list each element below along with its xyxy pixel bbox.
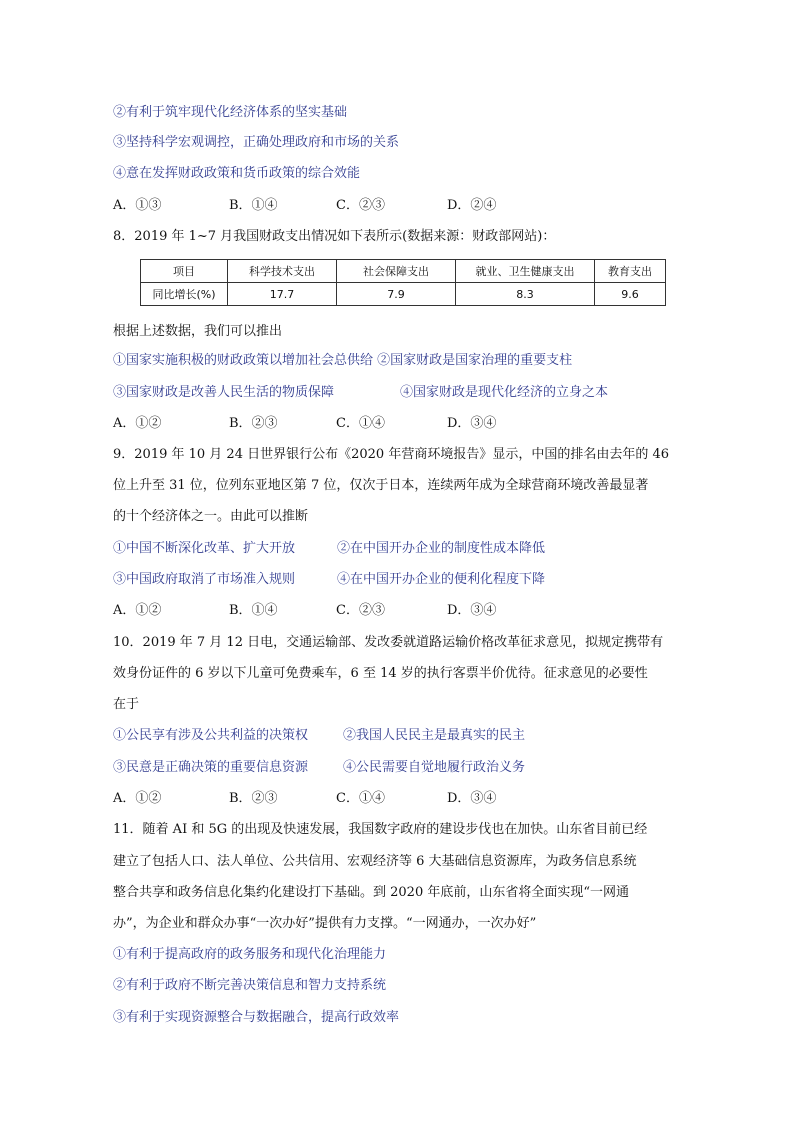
q8-choice-c: C．①④ xyxy=(336,416,385,431)
q11-statement-2: ②有利于政府不断完善决策信息和智力支持系统 xyxy=(113,978,387,993)
q10-statement-4: ④公民需要自觉地履行政治义务 xyxy=(343,760,526,775)
q7-statement-3: ③坚持科学宏观调控，正确处理政府和市场的关系 xyxy=(113,135,400,150)
q8-statement-1-2: ①国家实施积极的财政政策以增加社会总供给 ②国家财政是国家治理的重要支柱 xyxy=(113,353,573,368)
q8-question: 8．2019 年 1~7 月我国财政支出情况如下表所示(数据来源：财政部网站)： xyxy=(113,229,556,244)
table-cell: 7.9 xyxy=(337,283,456,306)
q10-choice-a: A．①② xyxy=(113,791,162,806)
q9-statement-2: ②在中国开办企业的制度性成本降低 xyxy=(337,541,546,556)
table-header-cell: 就业、卫生健康支出 xyxy=(456,260,595,283)
q8-prompt: 根据上述数据，我们可以推出 xyxy=(113,324,283,339)
q11-question-line-3: 整合共享和政务信息化集约化建设打下基础。到 2020 年底前，山东省将全面实现“一网通 xyxy=(113,885,629,900)
q10-choice-c: C．①④ xyxy=(336,791,385,806)
q9-choice-a: A．①② xyxy=(113,603,162,618)
q8-choice-d: D．③④ xyxy=(447,416,497,431)
table-cell: 9.6 xyxy=(595,283,666,306)
table-header-cell: 科学技术支出 xyxy=(228,260,337,283)
q7-choice-d: D．②④ xyxy=(447,198,497,213)
q8-data-table xyxy=(140,259,666,306)
q9-question-line-1: 9．2019 年 10 月 24 日世界银行公布《2020 年营商环境报告》显示，中国的排名由去年的 46 xyxy=(113,447,669,462)
table-header-cell: 项目 xyxy=(141,260,228,283)
q10-choice-b: B．②③ xyxy=(229,791,278,806)
q9-statement-3: ③中国政府取消了市场准入规则 xyxy=(113,572,296,587)
q10-question-line-1: 10．2019 年 7 月 12 日电，交通运输部、发改委就道路运输价格改革征求意见，拟规定携带有 xyxy=(113,635,664,650)
q7-choice-a: A．①③ xyxy=(113,198,162,213)
q11-question-line-4: 办”，为企业和群众办事“一次办好”提供有力支撑。“一网通办，一次办好” xyxy=(113,916,537,931)
table-header-cell: 社会保障支出 xyxy=(337,260,456,283)
q10-question-line-3: 在于 xyxy=(113,697,140,712)
q10-statement-3: ③民意是正确决策的重要信息资源 xyxy=(113,760,309,775)
q11-question-line-2: 建立了包括人口、法人单位、公共信用、宏观经济等 6 大基础信息资源库，为政务信息系统 xyxy=(113,854,637,869)
q8-statement-3: ③国家财政是改善人民生活的物质保障 xyxy=(113,385,335,400)
q7-statement-2: ②有利于筑牢现代化经济体系的坚实基础 xyxy=(113,105,348,120)
q9-choice-c: C．②③ xyxy=(336,603,385,618)
q7-choice-c: C．②③ xyxy=(336,198,385,213)
q10-statement-2: ②我国人民民主是最真实的民主 xyxy=(343,728,526,743)
table-header-cell: 教育支出 xyxy=(595,260,666,283)
q8-choice-b: B．②③ xyxy=(229,416,278,431)
q10-choice-d: D．③④ xyxy=(447,791,497,806)
q9-choice-d: D．③④ xyxy=(447,603,497,618)
table-cell: 17.7 xyxy=(228,283,337,306)
q11-question-line-1: 11．随着 AI 和 5G 的出现及快速发展，我国数字政府的建设步伐也在加快。山东省目前已经 xyxy=(113,822,648,837)
q10-question-line-2: 效身份证件的 6 岁以下儿童可免费乘车，6 至 14 岁的执行客票半价优待。征求意见的必要性 xyxy=(113,666,648,681)
table-cell: 同比增长(%) xyxy=(141,283,228,306)
q9-statement-4: ④在中国开办企业的便利化程度下降 xyxy=(337,572,546,587)
q9-choice-b: B．①④ xyxy=(229,603,278,618)
q11-statement-1: ①有利于提高政府的政务服务和现代化治理能力 xyxy=(113,947,387,962)
q9-question-line-2: 位上升至 31 位，位列东亚地区第 7 位，仅次于日本，连续两年成为全球营商环境改善最显著 xyxy=(113,478,649,493)
q7-statement-4: ④意在发挥财政政策和货币政策的综合效能 xyxy=(113,166,361,181)
q8-statement-4: ④国家财政是现代化经济的立身之本 xyxy=(400,385,609,400)
q8-choice-a: A．①② xyxy=(113,416,162,431)
q10-statement-1: ①公民享有涉及公共利益的决策权 xyxy=(113,728,309,743)
q9-statement-1: ①中国不断深化改革、扩大开放 xyxy=(113,541,296,556)
q9-question-line-3: 的十个经济体之一。由此可以推断 xyxy=(113,509,309,524)
table-row xyxy=(141,283,666,306)
q11-statement-3: ③有利于实现资源整合与数据融合，提高行政效率 xyxy=(113,1010,400,1025)
q7-choice-b: B．①④ xyxy=(229,198,278,213)
table-cell: 8.3 xyxy=(456,283,595,306)
table-header-row xyxy=(141,260,666,283)
